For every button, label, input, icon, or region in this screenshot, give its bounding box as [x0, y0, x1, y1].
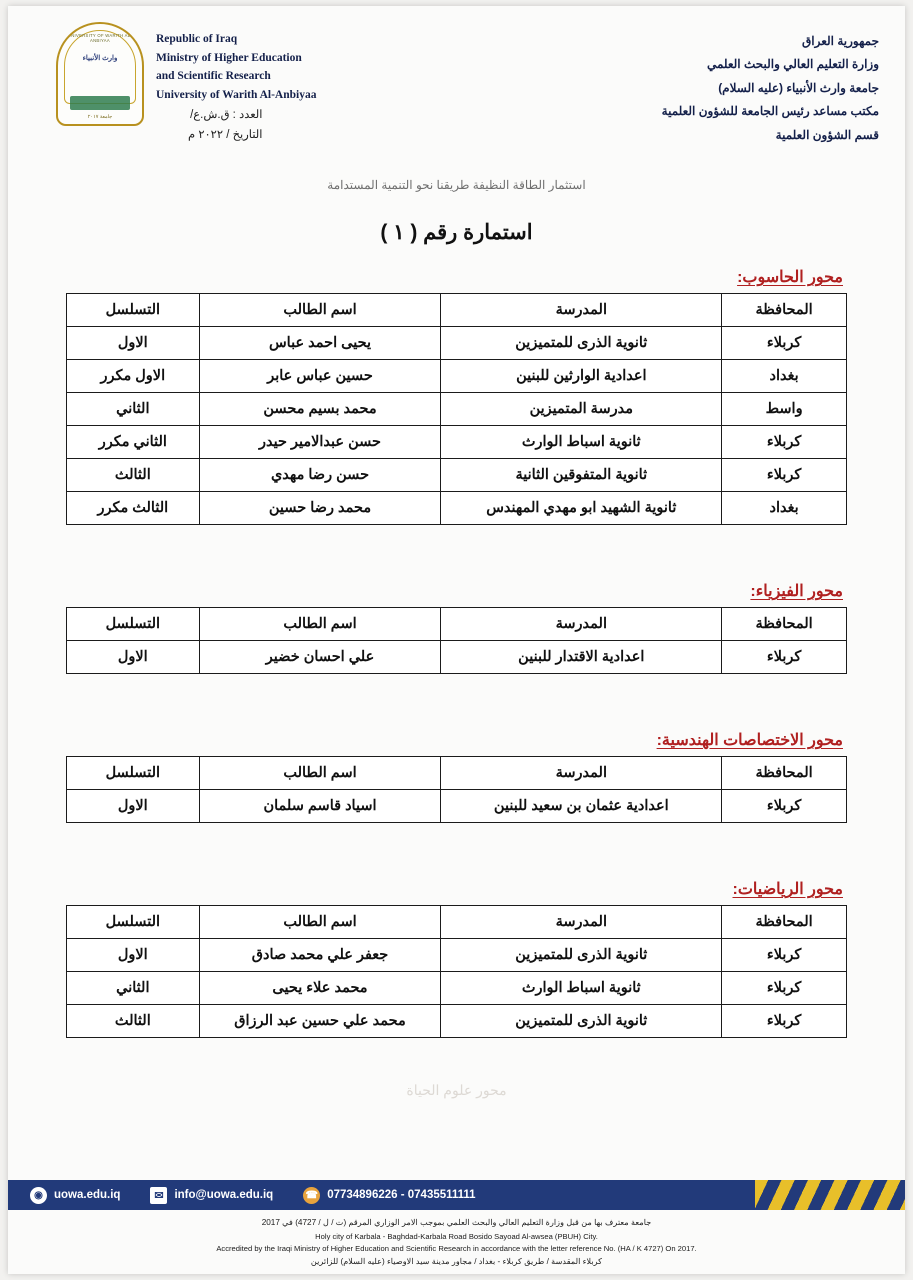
footer-phones-text: 07734896226 - 07435511111 — [327, 1189, 476, 1201]
cell-governorate: كربلاء — [722, 939, 847, 972]
cell-student: جعفر علي محمد صادق — [199, 939, 441, 972]
header-ar-line-5: قسم الشؤون العلمية — [775, 127, 879, 142]
table-header-row — [67, 294, 847, 327]
document-header — [8, 6, 905, 192]
cell-seq: الثاني — [67, 393, 200, 426]
cell-school: ثانوية اسباط الوارث — [441, 426, 722, 459]
logo-top-text: UNIVERSITY OF WARITH AL-ANBIYAA — [67, 33, 133, 43]
logo-bottom-text: جامعة ٢٠١٧ — [87, 114, 113, 120]
col-school: المدرسة — [441, 608, 722, 641]
cell-governorate: بغداد — [722, 492, 847, 525]
cell-seq: الاول — [67, 327, 200, 360]
header-ar-line-4: مكتب مساعد رئيس الجامعة للشؤون العلمية — [661, 104, 879, 119]
section-mathematics — [66, 879, 847, 1038]
table-row — [67, 972, 847, 1005]
col-governorate: المحافظة — [722, 608, 847, 641]
mail-icon: ✉ — [150, 1187, 167, 1204]
cell-school: اعدادية الوارثين للبنين — [441, 360, 722, 393]
footer-stripe-decoration — [755, 1180, 905, 1210]
cell-seq: الثالث مكرر — [67, 492, 200, 525]
cell-governorate: بغداد — [722, 360, 847, 393]
cell-school: مدرسة المتميزين — [441, 393, 722, 426]
university-logo — [58, 22, 144, 126]
document-number: العدد : ق.ش.ع/ — [190, 109, 263, 121]
col-school: المدرسة — [441, 757, 722, 790]
cell-student: علي احسان خضير — [199, 641, 441, 674]
cell-governorate: كربلاء — [722, 459, 847, 492]
col-seq: التسلسل — [67, 906, 200, 939]
table-header-row — [67, 757, 847, 790]
section-physics — [66, 581, 847, 674]
cell-school: ثانوية الذرى للمتميزين — [441, 1005, 722, 1038]
section-title-engineering: محور الاختصاصات الهندسية: — [656, 732, 843, 749]
header-ar-line-2: وزارة التعليم العالي والبحث العلمي — [706, 57, 879, 72]
paper-sheet — [8, 6, 905, 1274]
table-row — [67, 393, 847, 426]
col-governorate: المحافظة — [722, 906, 847, 939]
cell-governorate: كربلاء — [722, 972, 847, 1005]
cell-school: اعدادية الاقتدار للبنين — [441, 641, 722, 674]
table-row — [67, 1005, 847, 1038]
cell-student: حسين عباس عابر — [199, 360, 441, 393]
cell-seq: الثاني — [67, 972, 200, 1005]
cell-school: اعدادية عثمان بن سعيد للبنين — [441, 790, 722, 823]
cell-student: محمد رضا حسين — [199, 492, 441, 525]
cell-seq: الثاني مكرر — [67, 426, 200, 459]
globe-icon: ◉ — [30, 1187, 47, 1204]
cell-seq: الاول — [67, 939, 200, 972]
col-student: اسم الطالب — [199, 294, 441, 327]
document-meta — [188, 106, 262, 145]
col-seq: التسلسل — [67, 608, 200, 641]
table-row — [67, 641, 847, 674]
footer-note-en-2: Accredited by the Iraqi Ministry of Higher Education and Scientific Research in accordance with the letter reference No. (HA / K 4727) On 2017. — [216, 1244, 697, 1254]
cell-seq: الاول مكرر — [67, 360, 200, 393]
cell-student: حسن رضا مهدي — [199, 459, 441, 492]
cell-school: ثانوية الذرى للمتميزين — [441, 939, 722, 972]
footer-phones[interactable] — [303, 1187, 475, 1204]
document-footer — [8, 1166, 905, 1274]
col-governorate: المحافظة — [722, 294, 847, 327]
cell-governorate: كربلاء — [722, 327, 847, 360]
header-en-line-1: Republic of Iraq — [156, 33, 238, 45]
table-header-row — [67, 608, 847, 641]
footer-website-text: uowa.edu.iq — [54, 1189, 121, 1201]
cell-governorate: كربلاء — [722, 1005, 847, 1038]
cell-seq: الاول — [67, 790, 200, 823]
header-en-line-3: and Scientific Research — [156, 70, 271, 83]
footer-notes — [8, 1216, 905, 1270]
section-computer — [66, 267, 847, 525]
faded-background-text: محور علوم الحياة — [406, 1082, 507, 1098]
cell-school: ثانوية المتفوقين الثانية — [441, 459, 722, 492]
page-title: استمارة رقم ( ١ ) — [380, 221, 533, 244]
col-student: اسم الطالب — [199, 608, 441, 641]
footer-note-ar-1: جامعة معترف بها من قبل وزارة التعليم العالي والبحث العلمي بموجب الامر الوزاري المرقم (ت / ل / 4727) في 2017 — [261, 1218, 652, 1227]
cell-student: محمد علاء يحيى — [199, 972, 441, 1005]
table-row — [67, 360, 847, 393]
cell-governorate: واسط — [722, 393, 847, 426]
footer-website[interactable] — [30, 1187, 120, 1204]
cell-governorate: كربلاء — [722, 641, 847, 674]
footer-note-ar-2: كربلاء المقدسة / طريق كربلاء - بغداد / مجاور مدينة سيد الاوصياء (عليه السلام) للزائرين — [310, 1257, 603, 1267]
cell-student: محمد بسيم محسن — [199, 393, 441, 426]
header-en-line-2: Ministry of Higher Education — [156, 51, 302, 64]
section-engineering — [66, 730, 847, 823]
table-physics — [66, 607, 847, 674]
section-title-mathematics: محور الرياضيات: — [732, 881, 843, 898]
table-row — [67, 459, 847, 492]
col-seq: التسلسل — [67, 294, 200, 327]
cell-student: يحيى احمد عباس — [199, 327, 441, 360]
col-seq: التسلسل — [67, 757, 200, 790]
table-row — [67, 426, 847, 459]
footer-email[interactable] — [150, 1187, 273, 1204]
cell-seq: الثالث — [67, 459, 200, 492]
cell-school: ثانوية الذرى للمتميزين — [441, 327, 722, 360]
header-arabic-block — [662, 30, 879, 147]
section-title-physics: محور الفيزياء: — [750, 583, 843, 600]
table-row — [67, 790, 847, 823]
header-ar-line-1: جمهورية العراق — [801, 34, 879, 48]
table-row — [67, 327, 847, 360]
section-title-computer: محور الحاسوب: — [737, 269, 843, 286]
cell-school: ثانوية اسباط الوارث — [441, 972, 722, 1005]
col-governorate: المحافظة — [722, 757, 847, 790]
col-school: المدرسة — [441, 906, 722, 939]
cell-student: محمد علي حسين عبد الرزاق — [199, 1005, 441, 1038]
col-school: المدرسة — [441, 294, 722, 327]
logo-shield-icon — [56, 22, 144, 126]
cell-governorate: كربلاء — [722, 426, 847, 459]
header-ar-line-3: جامعة وارث الأنبياء (عليه السلام) — [718, 80, 879, 95]
header-en-line-4: University of Warith Al-Anbiyaa — [156, 88, 317, 101]
table-row — [67, 492, 847, 525]
footer-note-en-1: Holy city of Karbala - Baghdad-Karbala Road Bosido Sayoad Al-awsea (PBUH) City. — [315, 1231, 598, 1241]
col-student: اسم الطالب — [199, 757, 441, 790]
table-row — [67, 939, 847, 972]
col-student: اسم الطالب — [199, 906, 441, 939]
table-computer — [66, 293, 847, 525]
cell-governorate: كربلاء — [722, 790, 847, 823]
footer-email-text: info@uowa.edu.iq — [174, 1189, 274, 1201]
header-english-block — [156, 30, 316, 105]
cell-student: حسن عبدالامير حيدر — [199, 426, 441, 459]
cell-seq: الثالث — [67, 1005, 200, 1038]
cell-student: اسياد قاسم سلمان — [199, 790, 441, 823]
table-mathematics — [66, 905, 847, 1038]
table-engineering — [66, 756, 847, 823]
cell-school: ثانوية الشهيد ابو مهدي المهندس — [441, 492, 722, 525]
cell-seq: الاول — [67, 641, 200, 674]
logo-center-text: وارث الأنبياء — [82, 55, 118, 62]
logo-banner — [70, 96, 130, 110]
document-date: التاريخ / ٢٠٢٢ م — [188, 128, 263, 141]
phone-icon: ☎ — [303, 1187, 320, 1204]
document-slogan: استثمار الطاقة النظيفة طريقنا نحو التنمية المستدامة — [327, 178, 586, 192]
table-header-row — [67, 906, 847, 939]
